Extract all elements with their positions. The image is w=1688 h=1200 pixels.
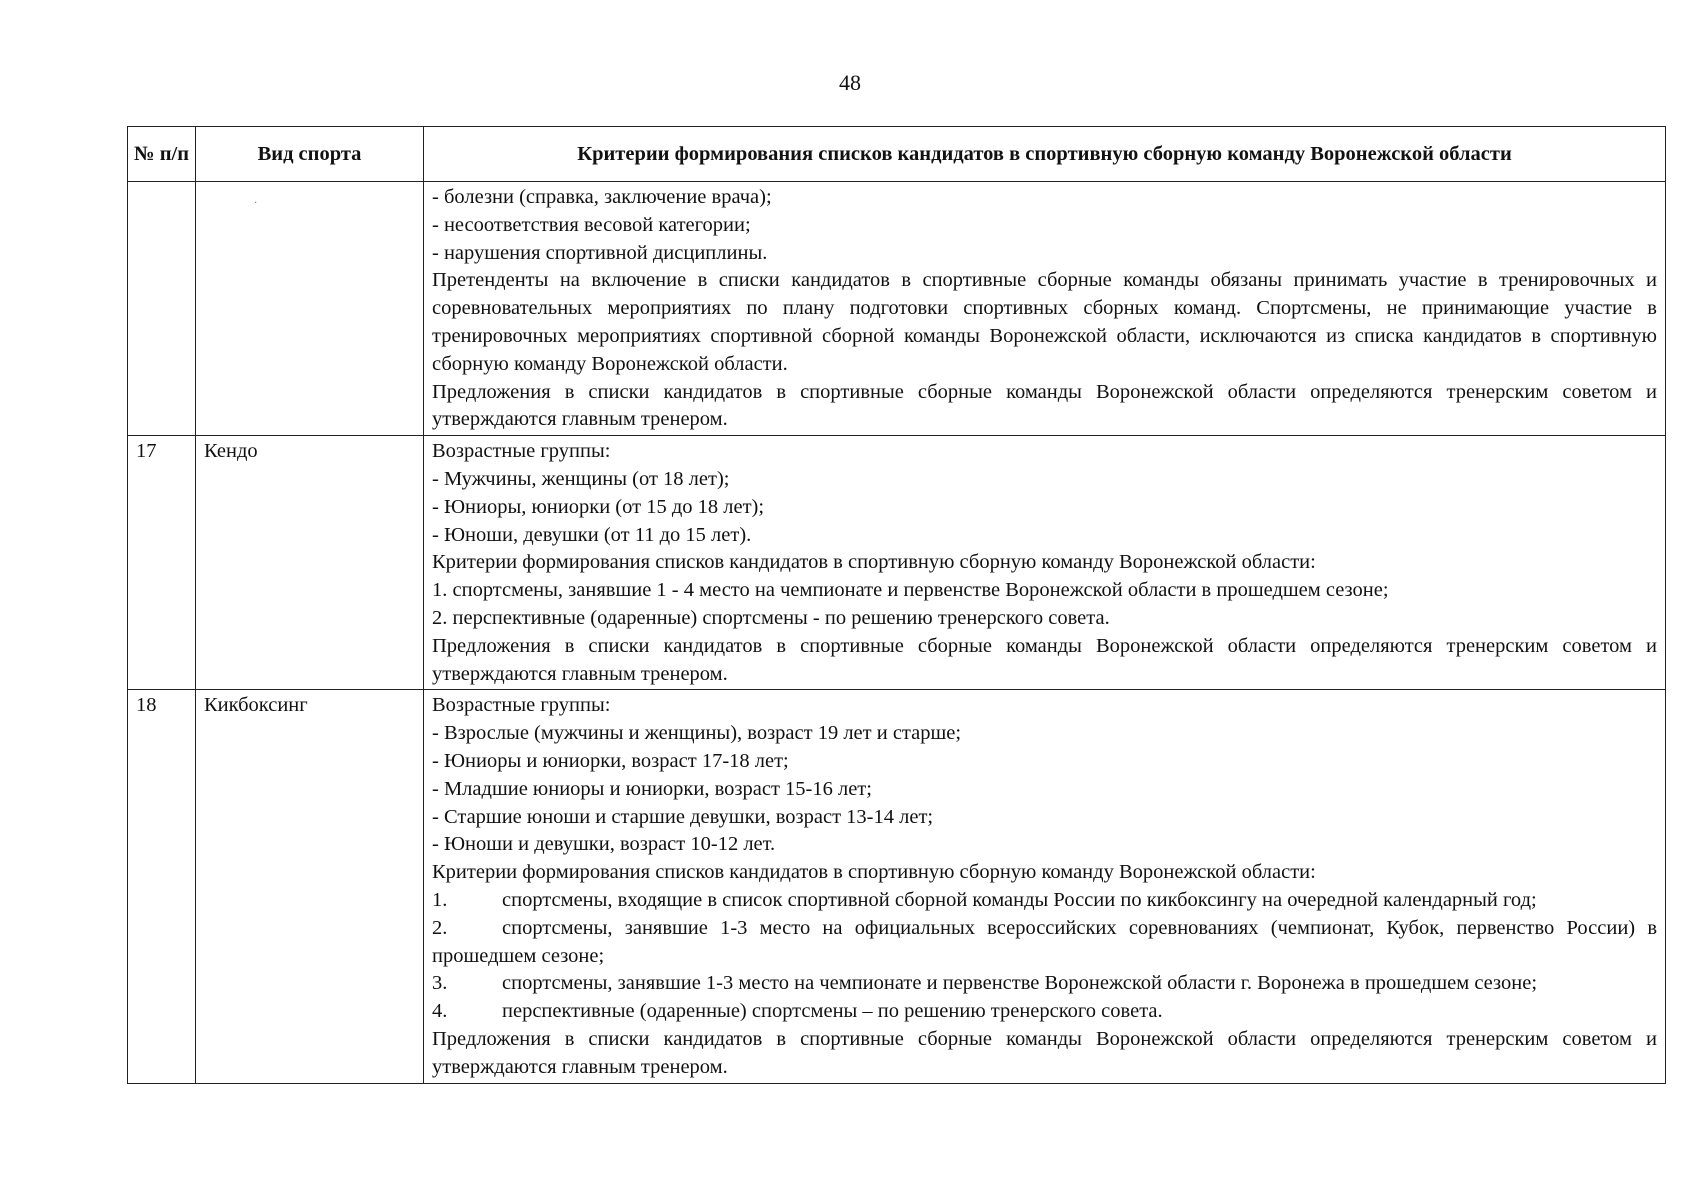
continuation-num-cell: [128, 182, 196, 436]
criteria-item: [432, 887, 1657, 915]
age-groups-title: Возрастные группы:: [432, 694, 611, 717]
list-item: - Юниоры и юниорки, возраст 17-18 лет;: [432, 749, 789, 772]
table-row-kickboxing: [128, 690, 1666, 1083]
scan-speck: ·: [254, 198, 258, 209]
continuation-sport-cell: [196, 182, 424, 436]
list-item: - Взрослые (мужчины и женщины), возраст 19 лет и старше;: [432, 722, 962, 745]
table-row-continuation: [128, 182, 1666, 436]
criteria-item-text: спортсмены, занявшие 1-3 место на официальных всероссийских соревнованиях (чемпионат, Кубок, первенство России) в прошедшем сезоне;: [432, 916, 1657, 967]
age-groups-title: Возрастные группы:: [432, 440, 611, 463]
criteria-item-number: 2.: [432, 916, 448, 939]
list-item: - Младшие юниоры и юниорки, возраст 15-16 лет;: [432, 777, 872, 800]
closing-paragraph: Предложения в списки кандидатов в спортивные сборные команды Воронежской области определяются тренерским советом и утверждаются главным тренером.: [432, 380, 1657, 431]
list-item: 1. спортсмены, занявшие 1 - 4 место на чемпионате и первенстве Воронежской области в прошедшем сезоне;: [432, 579, 1389, 602]
kickboxing-criteria-cell: [424, 690, 1666, 1083]
sport-name: Кендо: [196, 436, 424, 690]
participation-paragraph: Претенденты на включение в списки кандидатов в спортивные сборные команды обязаны принимать участие в тренировочных и соревновательных мероприятиях по плану подготовки спортивных сборных команд. Спортсмены, не принимающие участие в тренировочных мероприятиях спортивной сборной команды Воронежской области, исключаются из списка кандидатов в спортивную сборную команду Воронежской области.: [432, 269, 1657, 375]
page-number: 48: [839, 70, 861, 95]
list-item: - Юноши и девушки, возраст 10-12 лет.: [432, 833, 776, 856]
criteria-item: [432, 915, 1657, 971]
criteria-item-text: спортсмены, занявшие 1-3 место на чемпионате и первенстве Воронежской области г. Воронежа в прошедшем сезоне;: [502, 972, 1538, 995]
criteria-title: Критерии формирования списков кандидатов в спортивную сборную команду Воронежской области:: [432, 551, 1316, 574]
list-item: - Мужчины, женщины (от 18 лет);: [432, 467, 730, 490]
header-num: № п/п: [128, 127, 196, 182]
criteria-item-number: 1.: [432, 888, 448, 911]
sport-name: Кикбоксинг: [196, 690, 424, 1083]
row-num: 17: [128, 436, 196, 690]
criteria-item: [432, 970, 1657, 998]
header-criteria: Критерии формирования списков кандидатов в спортивную сборную команду Воронежской области: [424, 127, 1666, 182]
table-row-kendo: [128, 436, 1666, 690]
list-item: - Юноши, девушки (от 11 до 15 лет).: [432, 523, 752, 546]
table-header-row: [128, 127, 1666, 182]
list-item: - Старшие юноши и старшие девушки, возраст 13-14 лет;: [432, 805, 934, 828]
continuation-criteria-cell: [424, 182, 1666, 436]
list-item: - Юниоры, юниорки (от 15 до 18 лет);: [432, 495, 765, 518]
kendo-criteria-cell: [424, 436, 1666, 690]
criteria-item-text: перспективные (одаренные) спортсмены – по решению тренерского совета.: [502, 1000, 1163, 1023]
criteria-item-text: спортсмены, входящие в список спортивной сборной команды России по кикбоксингу на очередной календарный год;: [502, 888, 1537, 911]
list-item: - нарушения спортивной дисциплины.: [432, 241, 768, 264]
list-item: 2. перспективные (одаренные) спортсмены - по решению тренерского совета.: [432, 606, 1110, 629]
criteria-title: Критерии формирования списков кандидатов в спортивную сборную команду Воронежской области:: [432, 861, 1316, 884]
criteria-item: [432, 998, 1657, 1026]
closing-paragraph: Предложения в списки кандидатов в спортивные сборные команды Воронежской области определяются тренерским советом и утверждаются главным тренером.: [432, 1027, 1657, 1078]
list-item: - болезни (справка, заключение врача);: [432, 186, 772, 208]
criteria-item-number: 3.: [432, 972, 448, 995]
criteria-table: [127, 126, 1666, 1084]
header-sport: Вид спорта: [196, 127, 424, 182]
list-item: - несоответствия весовой категории;: [432, 213, 751, 236]
row-num: 18: [128, 690, 196, 1083]
criteria-item-number: 4.: [432, 1000, 448, 1023]
closing-paragraph: Предложения в списки кандидатов в спортивные сборные команды Воронежской области определяются тренерским советом и утверждаются главным тренером.: [432, 634, 1657, 685]
